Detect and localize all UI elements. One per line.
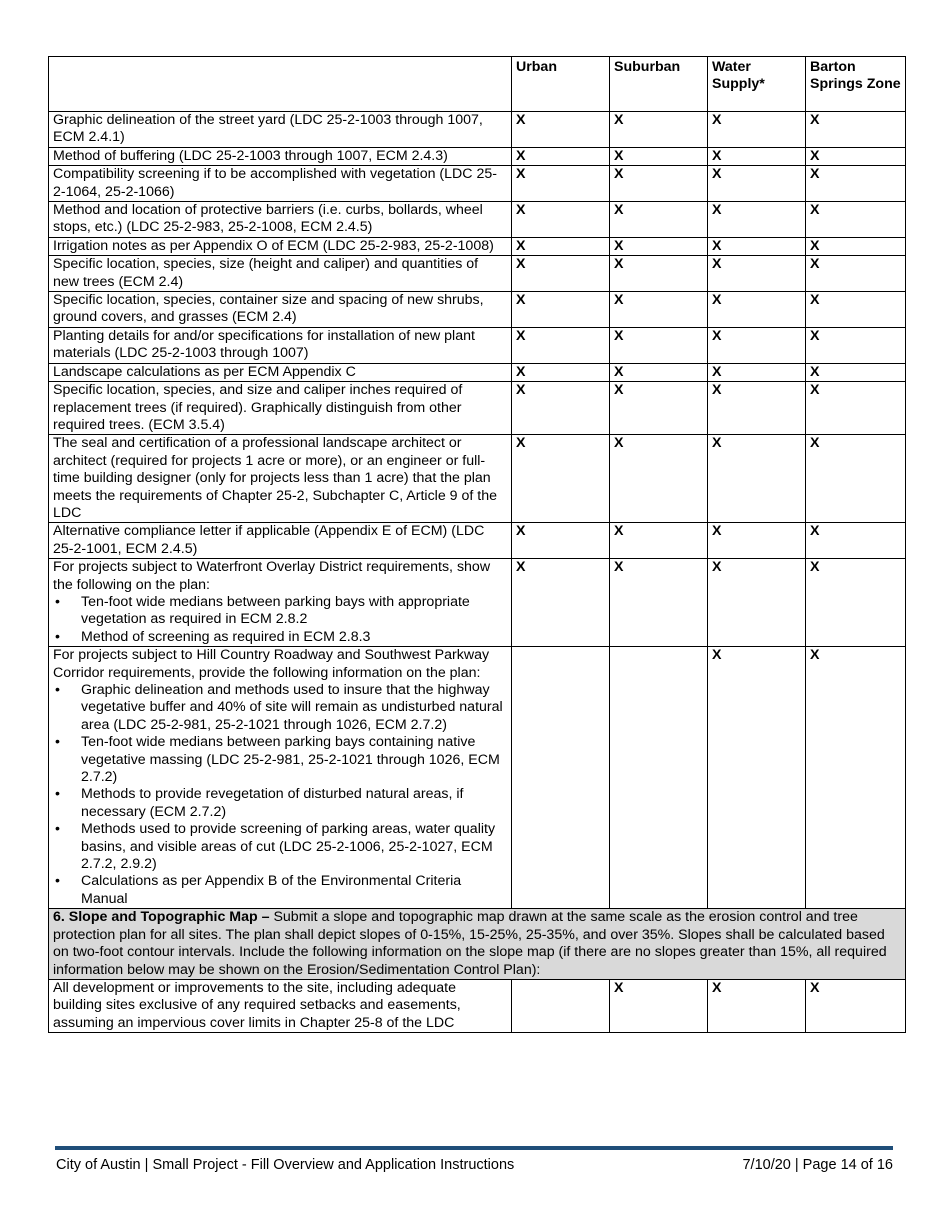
requirement-description — [49, 559, 512, 647]
list-item: • Graphic delineation and methods used to insure that the highway vegetative buffer and 40% of site will remain as undisturbed natural area (LDC 25-2-981, 25-2-1021 through 1026, ECM 2.7.2) — [67, 682, 507, 734]
requirement-text: Graphic delineation of the street yard (LDC 25-2-1003 through 1007, ECM 2.4.1) — [53, 112, 483, 146]
applicability-mark: X — [806, 237, 906, 255]
applicability-mark: X — [708, 256, 806, 292]
applicability-mark: X — [610, 435, 708, 523]
applicability-mark: X — [708, 647, 806, 909]
applicability-mark: X — [806, 435, 906, 523]
requirement-text: Planting details for and/or specifications for installation of new plant materials (LDC 25-2-1003 through 1007) — [53, 327, 475, 362]
applicability-mark: X — [806, 112, 906, 148]
applicability-mark: X — [806, 292, 906, 328]
requirement-text: The seal and certification of a professional landscape architect or architect (required for projects 1 acre or more), or an engineer or full-time building designer (only for projects less than 1 acre) that the plan meets the requirements of Chapter 25-2, Subchapter C, Article 9 of the LDC — [53, 435, 497, 521]
applicability-mark: X — [708, 327, 806, 363]
table-row — [49, 523, 906, 559]
header-water-supply: Water Supply* — [708, 57, 806, 112]
requirements-table — [48, 56, 906, 1033]
applicability-mark: X — [610, 166, 708, 202]
header-barton-springs: Barton Springs Zone — [806, 57, 906, 112]
table-row — [49, 979, 906, 1032]
applicability-mark: X — [708, 363, 806, 381]
applicability-mark: X — [806, 382, 906, 435]
applicability-mark: X — [512, 202, 610, 238]
list-item: • Ten-foot wide medians between parking bays containing native vegetative massing (LDC 25-2-981, 25-2-1021 through 1026, ECM 2.7.2) — [67, 734, 507, 786]
footer-rule — [55, 1146, 893, 1150]
section-row — [49, 909, 906, 980]
applicability-mark: X — [610, 147, 708, 165]
requirement-description — [49, 256, 512, 292]
applicability-mark: X — [512, 147, 610, 165]
requirement-bullets — [53, 594, 507, 646]
header-row — [49, 57, 906, 112]
applicability-mark: X — [610, 559, 708, 647]
applicability-mark: X — [610, 327, 708, 363]
requirement-text: Irrigation notes as per Appendix O of ECM (LDC 25-2-983, 25-2-1008) — [53, 237, 494, 254]
applicability-mark: X — [806, 647, 906, 909]
list-item: • Methods to provide revegetation of disturbed natural areas, if necessary (ECM 2.7.2) — [67, 786, 507, 821]
applicability-mark — [512, 647, 610, 909]
applicability-mark: X — [708, 166, 806, 202]
section-text: Submit a slope and topographic map drawn at the same scale as the erosion control and tree protection plan for all sites. The plan shall depict slopes of 0-15%, 15-25%, 25-35%, and over 35%. Slopes shall be calculated based on two-foot contour intervals. Include the following information on the slope map (if there are no slopes greater than 15%, all required information below may be shown on the Erosion/Sedimentation Control Plan): — [53, 909, 887, 978]
footer-page: 7/10/20 | Page 14 of 16 — [742, 1157, 893, 1173]
table-row — [49, 237, 906, 255]
applicability-mark: X — [610, 292, 708, 328]
requirement-description — [49, 327, 512, 363]
applicability-mark: X — [512, 292, 610, 328]
requirement-description — [49, 363, 512, 381]
applicability-mark: X — [512, 382, 610, 435]
table-row — [49, 327, 906, 363]
applicability-mark: X — [708, 147, 806, 165]
applicability-mark: X — [610, 237, 708, 255]
requirement-description — [49, 382, 512, 435]
applicability-mark: X — [610, 382, 708, 435]
applicability-mark: X — [806, 327, 906, 363]
applicability-mark: X — [806, 363, 906, 381]
table-row — [49, 202, 906, 238]
applicability-mark: X — [610, 979, 708, 1032]
applicability-mark: X — [610, 256, 708, 292]
list-item: • Calculations as per Appendix B of the Environmental Criteria Manual — [67, 873, 507, 908]
applicability-mark: X — [512, 237, 610, 255]
table-row — [49, 559, 906, 647]
applicability-mark: X — [708, 523, 806, 559]
footer-title: City of Austin | Small Project - Fill Overview and Application Instructions — [56, 1157, 515, 1173]
applicability-mark: X — [708, 435, 806, 523]
applicability-mark: X — [708, 382, 806, 435]
requirement-text: For projects subject to Hill Country Roadway and Southwest Parkway Corridor requirements, provide the following information on the plan: — [53, 647, 490, 681]
applicability-mark: X — [512, 435, 610, 523]
requirement-text: All development or improvements to the site, including adequate building sites exclusive of any required setbacks and easements, assuming an impervious cover limits in Chapter 25-8 of the LDC — [53, 979, 461, 1031]
header-suburban: Suburban — [610, 57, 708, 112]
applicability-mark: X — [708, 237, 806, 255]
requirement-text: Specific location, species, and size and caliper inches required of replacement trees (if required). Graphically distinguish from other required trees. (ECM 3.5.4) — [53, 382, 463, 433]
requirement-description — [49, 112, 512, 148]
applicability-mark — [610, 647, 708, 909]
applicability-mark: X — [708, 292, 806, 328]
applicability-mark: X — [512, 559, 610, 647]
table-row — [49, 292, 906, 328]
applicability-mark: X — [806, 559, 906, 647]
table-row — [49, 435, 906, 523]
applicability-mark: X — [708, 202, 806, 238]
requirement-description — [49, 647, 512, 909]
requirement-description — [49, 979, 512, 1032]
applicability-mark: X — [806, 166, 906, 202]
applicability-mark: X — [806, 256, 906, 292]
applicability-mark: X — [806, 147, 906, 165]
requirement-description — [49, 202, 512, 238]
applicability-mark: X — [512, 363, 610, 381]
requirement-text: Landscape calculations as per ECM Appendix C — [53, 363, 356, 380]
table-row — [49, 166, 906, 202]
applicability-mark: X — [806, 202, 906, 238]
table-row — [49, 112, 906, 148]
applicability-mark: X — [806, 523, 906, 559]
header-description — [49, 57, 512, 112]
section-heading: 6. Slope and Topographic Map – — [53, 909, 270, 926]
table-row — [49, 647, 906, 909]
section-cell — [49, 909, 906, 980]
table-row — [49, 382, 906, 435]
applicability-mark: X — [512, 523, 610, 559]
requirement-description — [49, 237, 512, 255]
requirement-text: Compatibility screening if to be accomplished with vegetation (LDC 25-2-1064, 25-2-1066) — [53, 166, 497, 200]
applicability-mark: X — [610, 112, 708, 148]
applicability-mark — [512, 979, 610, 1032]
requirement-text: Specific location, species, container size and spacing of new shrubs, ground covers, and grasses (ECM 2.4) — [53, 292, 484, 326]
list-item: • Ten-foot wide medians between parking bays with appropriate vegetation as required in ECM 2.8.2 — [67, 594, 507, 629]
applicability-mark: X — [806, 979, 906, 1032]
requirement-description — [49, 435, 512, 523]
applicability-mark: X — [610, 202, 708, 238]
table-row — [49, 256, 906, 292]
list-item: • Methods used to provide screening of parking areas, water quality basins, and visible areas of cut (LDC 25-2-1006, 25-2-1027, ECM 2.7.2, 2.9.2) — [67, 821, 507, 873]
applicability-mark: X — [512, 327, 610, 363]
requirement-description — [49, 523, 512, 559]
requirement-text: For projects subject to Waterfront Overlay District requirements, show the following on the plan: — [53, 559, 491, 593]
applicability-mark: X — [610, 523, 708, 559]
header-urban: Urban — [512, 57, 610, 112]
requirement-description — [49, 292, 512, 328]
requirement-description — [49, 166, 512, 202]
requirement-text: Specific location, species, size (height and caliper) and quantities of new trees (ECM 2.4) — [53, 256, 479, 290]
applicability-mark: X — [708, 559, 806, 647]
table-row — [49, 363, 906, 381]
applicability-mark: X — [610, 363, 708, 381]
applicability-mark: X — [512, 166, 610, 202]
applicability-mark: X — [512, 256, 610, 292]
applicability-mark: X — [708, 112, 806, 148]
applicability-mark: X — [512, 112, 610, 148]
table-row — [49, 147, 906, 165]
requirement-description — [49, 147, 512, 165]
list-item: • Method of screening as required in ECM 2.8.3 — [67, 629, 507, 646]
applicability-mark: X — [708, 979, 806, 1032]
requirement-bullets — [53, 682, 507, 908]
requirement-text: Alternative compliance letter if applicable (Appendix E of ECM) (LDC 25-2-1001, ECM 2.4.5) — [53, 523, 485, 557]
requirement-text: Method and location of protective barriers (i.e. curbs, bollards, wheel stops, etc.) (LDC 25-2-983, 25-2-1008, ECM 2.4.5) — [53, 202, 483, 236]
requirement-text: Method of buffering (LDC 25-2-1003 through 1007, ECM 2.4.3) — [53, 147, 448, 164]
